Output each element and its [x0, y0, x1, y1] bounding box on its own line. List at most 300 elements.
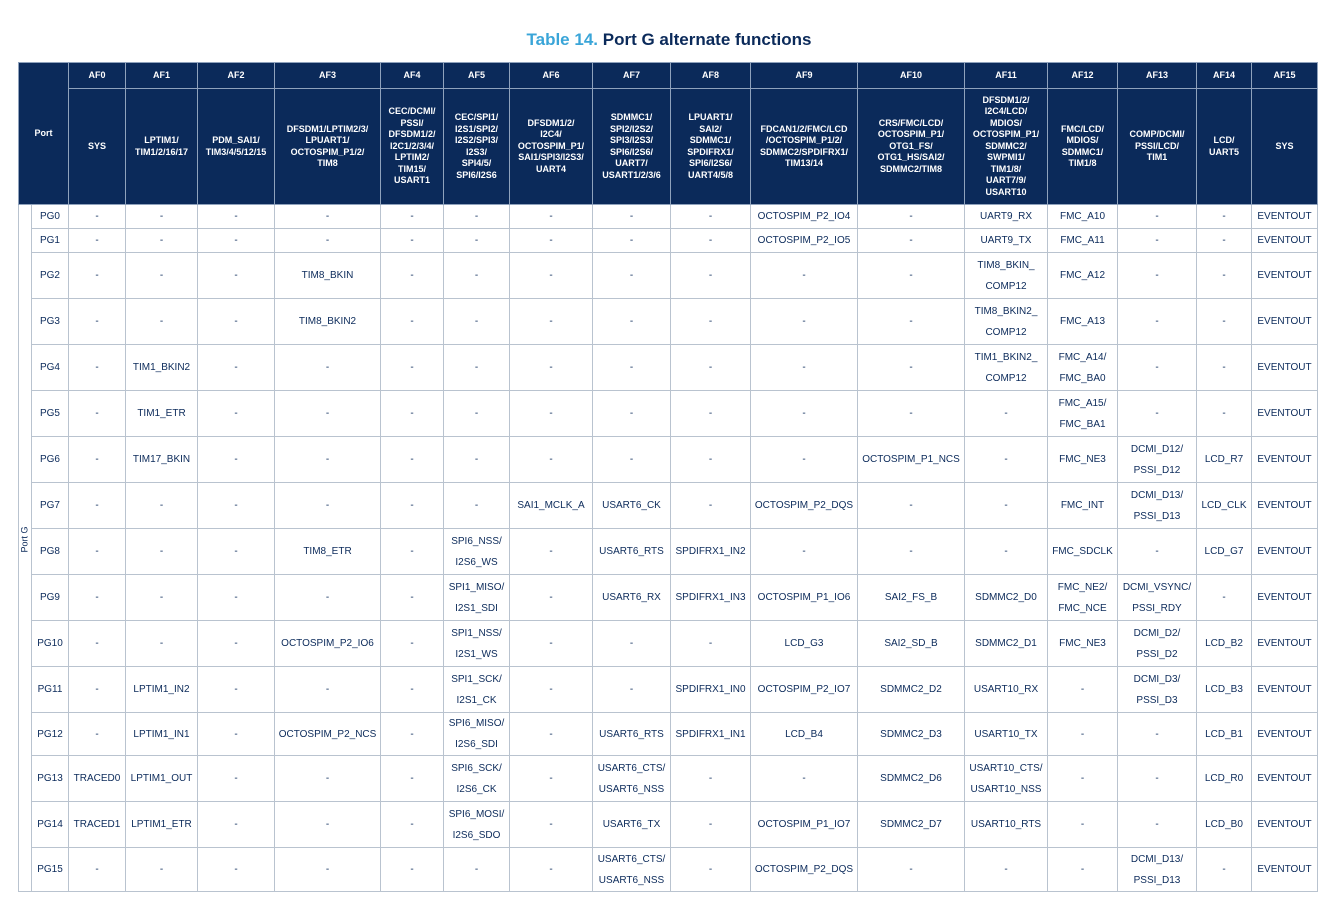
af-group-line: DFSDM1/2/: [982, 94, 1030, 105]
af-group-line: /OCTOSPIM_P1/2/: [765, 135, 843, 145]
af-cell: [1197, 437, 1252, 483]
af-cell: [965, 205, 1048, 229]
af-header-6: AF6: [510, 63, 593, 89]
af-cell-line: EVENTOUT: [1257, 316, 1312, 327]
af-group-line: PDM_SAI1/: [212, 135, 260, 145]
table-title: [0, 30, 1338, 50]
af-cell: [965, 848, 1048, 892]
af-group-line: FMC/LCD/: [1061, 123, 1104, 134]
af-cell-line: -: [474, 316, 479, 327]
af-group-header-3: [275, 89, 381, 205]
af-cell-line: EVENTOUT: [1257, 500, 1312, 511]
af-cell-line: -: [95, 638, 99, 649]
af-cell-line: -: [159, 316, 164, 327]
af-cell: [275, 205, 381, 229]
af-cell: [69, 575, 126, 621]
af-cell: [198, 253, 275, 299]
af-cell: [1252, 621, 1318, 667]
af-cell-line: DCMI_D2/: [1133, 627, 1181, 639]
af-cell: [751, 529, 858, 575]
af-cell: [1197, 667, 1252, 713]
af-cell: [671, 229, 751, 253]
af-cell: [444, 345, 510, 391]
af-header-10: AF10: [858, 63, 965, 89]
af-group-line: SPI4/5/: [461, 158, 492, 168]
af-cell-line: -: [629, 362, 634, 373]
af-cell: [1252, 756, 1318, 802]
af-cell: [1048, 229, 1118, 253]
af-cell-line: -: [234, 773, 238, 784]
af-cell: [965, 299, 1048, 345]
af-group-line: TIM15/: [397, 163, 426, 174]
af-cell: [965, 713, 1048, 756]
af-cell: [1197, 802, 1252, 848]
af-header-8: AF8: [671, 63, 751, 89]
af-cell: [198, 437, 275, 483]
af-cell-line: -: [325, 362, 330, 373]
af-header-7: AF7: [593, 63, 671, 89]
af-cell-line: -: [234, 592, 238, 603]
af-cell: [858, 848, 965, 892]
af-cell-line: -: [325, 235, 330, 246]
af-cell-line: USART6_RX: [602, 592, 661, 603]
af-cell: [858, 667, 965, 713]
af-cell: [69, 391, 126, 437]
af-cell: [510, 299, 593, 345]
af-group-line: SPI3/I2S3/: [609, 135, 654, 145]
port-pin-cell: PG15: [32, 848, 69, 892]
af-cell-line: -: [159, 592, 164, 603]
port-pin-cell: PG14: [32, 802, 69, 848]
af-cell-line: -: [474, 864, 479, 875]
af-cell: [381, 205, 444, 229]
af-cell-line: -: [802, 408, 806, 419]
af-cell: [275, 848, 381, 892]
af-cell-line: -: [909, 270, 913, 281]
af-cell-line: -: [325, 454, 330, 465]
af-cell: [593, 621, 671, 667]
af-cell-line: -: [95, 270, 99, 281]
af-cell-line: OCTOSPIM_P2_IO4: [757, 211, 851, 222]
af-cell: [1118, 345, 1197, 391]
af-cell: [1197, 848, 1252, 892]
af-cell: [965, 756, 1048, 802]
af-cell-line: -: [629, 316, 634, 327]
af-cell: [510, 229, 593, 253]
af-cell-line: -: [159, 546, 164, 557]
af-cell: [275, 299, 381, 345]
af-cell-line: PSSI_D13: [1133, 874, 1181, 886]
af-cell-line: -: [1004, 500, 1008, 511]
af-cell: [671, 756, 751, 802]
af-cell-line: -: [1222, 408, 1226, 419]
af-cell-line: FMC_A12: [1059, 270, 1105, 281]
af-cell-line: COMP12: [985, 326, 1027, 338]
af-cell: [1252, 391, 1318, 437]
af-cell-line: -: [95, 362, 99, 373]
af-cell: [671, 205, 751, 229]
af-cell: [1118, 575, 1197, 621]
af-cell: [751, 713, 858, 756]
af-cell-line: -: [909, 408, 913, 419]
af-cell-line: -: [909, 546, 913, 557]
af-cell: [381, 253, 444, 299]
af-cell-line: -: [410, 408, 414, 419]
af-cell-line: -: [410, 546, 414, 557]
af-cell-line: -: [234, 270, 238, 281]
af-cell-line: TIM8_ETR: [303, 546, 352, 557]
af-cell: [444, 575, 510, 621]
af-cell: [1048, 848, 1118, 892]
af-group-line: TIM8: [317, 158, 338, 168]
af-cell-line: SAI1_MCLK_A: [517, 500, 585, 511]
af-cell-line: OCTOSPIM_P2_NCS: [278, 728, 377, 740]
af-cell-line: -: [708, 638, 713, 649]
af-cell-line: I2S1_CK: [456, 694, 497, 706]
af-cell-line: EVENTOUT: [1257, 773, 1312, 784]
af-cell: [1197, 756, 1252, 802]
af-cell-line: FMC_A11: [1060, 235, 1105, 246]
af-cell: [965, 345, 1048, 391]
af-cell-line: -: [474, 454, 479, 465]
af-cell: [858, 391, 965, 437]
af-cell: [1118, 667, 1197, 713]
af-cell: [69, 756, 126, 802]
af-cell: [381, 848, 444, 892]
af-group-line: USART1: [393, 175, 430, 186]
af-cell: [751, 253, 858, 299]
af-cell: [69, 253, 126, 299]
af-cell: [593, 713, 671, 756]
af-cell: [751, 391, 858, 437]
port-pin-cell: PG4: [32, 345, 69, 391]
af-header-15: AF15: [1252, 63, 1318, 89]
af-cell: [1048, 253, 1118, 299]
af-cell: [69, 802, 126, 848]
port-pin-cell: PG9: [32, 575, 69, 621]
af-cell-line: PSSI_D12: [1133, 464, 1181, 476]
af-cell-line: FMC_NE3: [1059, 638, 1106, 649]
af-cell-line: OCTOSPIM_P1_IO6: [757, 592, 851, 603]
af-cell-line: SDMMC2_D2: [880, 684, 942, 695]
af-cell: [751, 575, 858, 621]
af-group-header-5: [444, 89, 510, 205]
af-cell-line: -: [1155, 728, 1159, 740]
af-cell: [444, 391, 510, 437]
af-cell-line: -: [909, 362, 913, 373]
af-cell: [751, 802, 858, 848]
af-cell-line: -: [802, 362, 806, 373]
af-cell-line: SDMMC2_D1: [975, 638, 1037, 649]
af-cell-line: -: [234, 408, 238, 419]
af-cell-line: -: [1222, 211, 1226, 222]
af-cell-line: -: [549, 270, 553, 281]
port-pin-cell: PG12: [32, 713, 69, 756]
af-cell-line: -: [410, 316, 414, 327]
af-cell: [381, 529, 444, 575]
table-row: [19, 205, 1318, 229]
af-header-12: AF12: [1048, 63, 1118, 89]
af-cell-line: SPI1_NSS/: [451, 627, 502, 639]
af-cell-line: SDMMC2_D0: [975, 592, 1037, 603]
af-cell: [510, 713, 593, 756]
af-cell-line: TIM8_BKIN_: [977, 259, 1035, 271]
af-cell-line: -: [159, 235, 164, 246]
af-cell: [1197, 345, 1252, 391]
af-cell: [1197, 529, 1252, 575]
af-number-header-row: [19, 63, 1318, 89]
af-cell-line: LPTIM1_ETR: [131, 819, 192, 830]
af-cell-line: -: [1080, 864, 1085, 875]
af-group-line: SYS: [1275, 140, 1294, 151]
af-cell: [1118, 205, 1197, 229]
af-group-line: DFSDM1/2/: [527, 117, 575, 128]
af-cell-line: -: [909, 864, 913, 875]
af-cell-line: -: [549, 235, 553, 246]
af-cell-line: -: [708, 819, 713, 830]
af-cell: [593, 667, 671, 713]
af-cell-line: -: [708, 773, 713, 784]
af-group-line: I2C4/: [540, 129, 562, 140]
af-group-line: SPI6/I2S6: [456, 169, 497, 180]
af-cell-line: -: [410, 864, 414, 875]
af-cell: [444, 621, 510, 667]
af-cell: [198, 391, 275, 437]
table-row: [19, 253, 1318, 299]
af-cell: [1252, 529, 1318, 575]
af-cell: [671, 621, 751, 667]
af-cell: [858, 299, 965, 345]
af-cell-line: -: [708, 270, 713, 281]
af-group-line: I2C1/2/3/4/: [389, 140, 435, 151]
af-cell-line: PSSI_RDY: [1132, 602, 1182, 614]
af-cell: [1252, 802, 1318, 848]
af-cell: [1048, 205, 1118, 229]
table-row: [19, 802, 1318, 848]
af-cell-line: -: [549, 728, 553, 740]
af-cell: [593, 437, 671, 483]
af-cell-line: -: [1004, 408, 1008, 419]
af-cell: [858, 483, 965, 529]
af-cell: [858, 756, 965, 802]
af-cell: [1118, 713, 1197, 756]
af-cell-line: -: [802, 454, 806, 465]
af-cell: [671, 802, 751, 848]
af-cell-line: LCD_B1: [1205, 728, 1243, 740]
af-cell-line: -: [234, 362, 238, 373]
af-cell-line: I2S6_SDO: [452, 829, 501, 841]
af-cell: [510, 575, 593, 621]
af-group-line: SAI2/: [699, 123, 722, 134]
af-cell: [381, 345, 444, 391]
af-cell: [965, 437, 1048, 483]
af-cell-line: -: [1080, 728, 1085, 740]
af-cell: [444, 802, 510, 848]
af-cell: [858, 345, 965, 391]
af-cell-line: -: [95, 546, 99, 557]
af-cell: [510, 667, 593, 713]
af-cell-line: LCD_R7: [1204, 454, 1244, 465]
af-group-line: I2S3/: [465, 146, 487, 157]
af-group-line: TIM1/8/: [990, 163, 1022, 174]
af-cell-line: PSSI_D3: [1136, 694, 1178, 706]
af-cell-line: -: [410, 362, 414, 373]
af-cell: [510, 391, 593, 437]
af-cell: [381, 229, 444, 253]
af-cell-line: -: [95, 316, 99, 327]
af-cell-line: -: [95, 211, 99, 222]
af-cell: [1048, 802, 1118, 848]
port-header: Port: [19, 63, 69, 205]
af-cell: [1118, 299, 1197, 345]
port-g-alternate-functions-table: [18, 62, 1318, 892]
af-cell: [275, 529, 381, 575]
af-cell: [444, 299, 510, 345]
af-cell-line: -: [410, 638, 414, 649]
af-cell-line: -: [549, 864, 553, 875]
af-group-header-9: [751, 89, 858, 205]
af-group-line: UART7/: [615, 158, 648, 168]
af-cell: [1197, 205, 1252, 229]
af-cell: [381, 713, 444, 756]
af-cell: [198, 756, 275, 802]
table-row: [19, 848, 1318, 892]
af-group-line: SDMMC2/SPDIFRX1/: [759, 146, 848, 157]
af-cell-line: EVENTOUT: [1257, 270, 1312, 281]
af-cell-line: EVENTOUT: [1257, 638, 1312, 649]
af-group-line: DFSDM1/2/: [388, 129, 436, 140]
af-cell: [1252, 483, 1318, 529]
af-cell: [671, 848, 751, 892]
af-cell: [1197, 713, 1252, 756]
af-cell-line: -: [629, 454, 634, 465]
af-cell-line: -: [410, 684, 414, 695]
af-cell-line: -: [708, 408, 713, 419]
af-group-line: LPTIM1/: [144, 135, 179, 145]
af-group-line: SDMMC1/: [1061, 146, 1104, 157]
af-cell-line: -: [95, 500, 99, 511]
af-cell: [1197, 229, 1252, 253]
table-row: [19, 229, 1318, 253]
af-cell: [593, 345, 671, 391]
af-cell: [126, 391, 198, 437]
af-cell: [858, 253, 965, 299]
af-cell: [381, 621, 444, 667]
af-cell: [1252, 667, 1318, 713]
af-cell-line: SPDIFRX1_IN2: [675, 546, 746, 557]
port-pin-cell: PG8: [32, 529, 69, 575]
af-cell: [1197, 299, 1252, 345]
af-cell: [1118, 848, 1197, 892]
af-cell: [69, 713, 126, 756]
af-header-3: AF3: [275, 63, 381, 89]
af-cell-line: TIM1_BKIN2: [132, 362, 191, 373]
af-cell-line: SPI1_MISO/: [448, 581, 505, 593]
af-cell-line: -: [325, 684, 330, 695]
af-cell: [671, 529, 751, 575]
af-cell-line: -: [629, 684, 634, 695]
af-cell-line: -: [708, 362, 713, 373]
af-cell: [1118, 483, 1197, 529]
af-group-line: SWPMI1/: [986, 152, 1025, 163]
af-cell-line: -: [234, 728, 238, 740]
af-header-0: AF0: [69, 63, 126, 89]
af-cell-line: OCTOSPIM_P1_IO7: [757, 819, 851, 830]
af-cell: [381, 575, 444, 621]
af-cell-line: -: [549, 638, 553, 649]
af-group-line: CEC/SPI1/: [454, 112, 499, 122]
af-cell: [1252, 345, 1318, 391]
af-cell: [965, 529, 1048, 575]
af-cell-line: USART10_RTS: [970, 819, 1042, 830]
af-cell-line: -: [1155, 211, 1159, 222]
af-cell-line: USART6_RTS: [599, 546, 664, 557]
af-cell-line: -: [410, 773, 414, 784]
af-cell-line: -: [549, 773, 553, 784]
af-group-line: PSSI/: [400, 117, 424, 128]
af-cell: [965, 253, 1048, 299]
af-cell-line: -: [159, 500, 164, 511]
af-cell-line: -: [1004, 454, 1008, 465]
port-pin-cell: PG7: [32, 483, 69, 529]
af-cell: [1252, 575, 1318, 621]
af-cell: [1252, 205, 1318, 229]
af-cell-line: -: [410, 728, 414, 740]
table-body: [19, 205, 1318, 892]
af-cell-line: -: [549, 408, 553, 419]
af-cell-line: -: [234, 211, 238, 222]
af-cell-line: DCMI_VSYNC/: [1122, 581, 1192, 593]
af-cell-line: -: [629, 408, 634, 419]
af-cell: [126, 229, 198, 253]
af-group-line: SDMMC1/: [689, 135, 732, 145]
af-cell-line: -: [234, 454, 238, 465]
af-cell: [381, 667, 444, 713]
af-group-line: COMP/DCMI/: [1129, 129, 1185, 140]
af-group-line: DFSDM1/LPTIM2/3/: [286, 123, 369, 134]
af-cell-line: LCD_CLK: [1201, 500, 1247, 511]
af-cell-line: -: [95, 408, 99, 419]
af-cell: [198, 667, 275, 713]
af-group-header-row: [19, 89, 1318, 205]
af-cell-line: -: [95, 592, 99, 603]
af-header-2: AF2: [198, 63, 275, 89]
af-cell: [198, 229, 275, 253]
af-group-line: USART10: [985, 186, 1027, 197]
table-row: [19, 299, 1318, 345]
af-cell-line: -: [708, 316, 713, 327]
af-cell-line: FMC_BA0: [1059, 372, 1106, 384]
af-cell: [1118, 756, 1197, 802]
af-cell-line: -: [1222, 270, 1226, 281]
af-cell-line: USART10_CTS/: [969, 762, 1043, 774]
af-group-line: SPI6/I2S6/: [688, 158, 733, 168]
af-cell-line: LCD_B4: [785, 728, 823, 740]
af-group-line: I2S1/SPI2/: [454, 123, 499, 134]
af-group-header-4: [381, 89, 444, 205]
af-cell-line: I2S6_CK: [456, 783, 497, 795]
port-group-label: [19, 205, 32, 892]
af-cell-line: -: [474, 408, 479, 419]
port-pin-cell: PG10: [32, 621, 69, 667]
af-cell-line: FMC_A14/: [1058, 351, 1107, 363]
af-cell-line: -: [95, 864, 99, 875]
af-cell: [671, 253, 751, 299]
af-cell: [126, 802, 198, 848]
af-header-9: AF9: [751, 63, 858, 89]
af-group-line: OTG1_FS/: [889, 140, 933, 151]
af-cell: [858, 802, 965, 848]
